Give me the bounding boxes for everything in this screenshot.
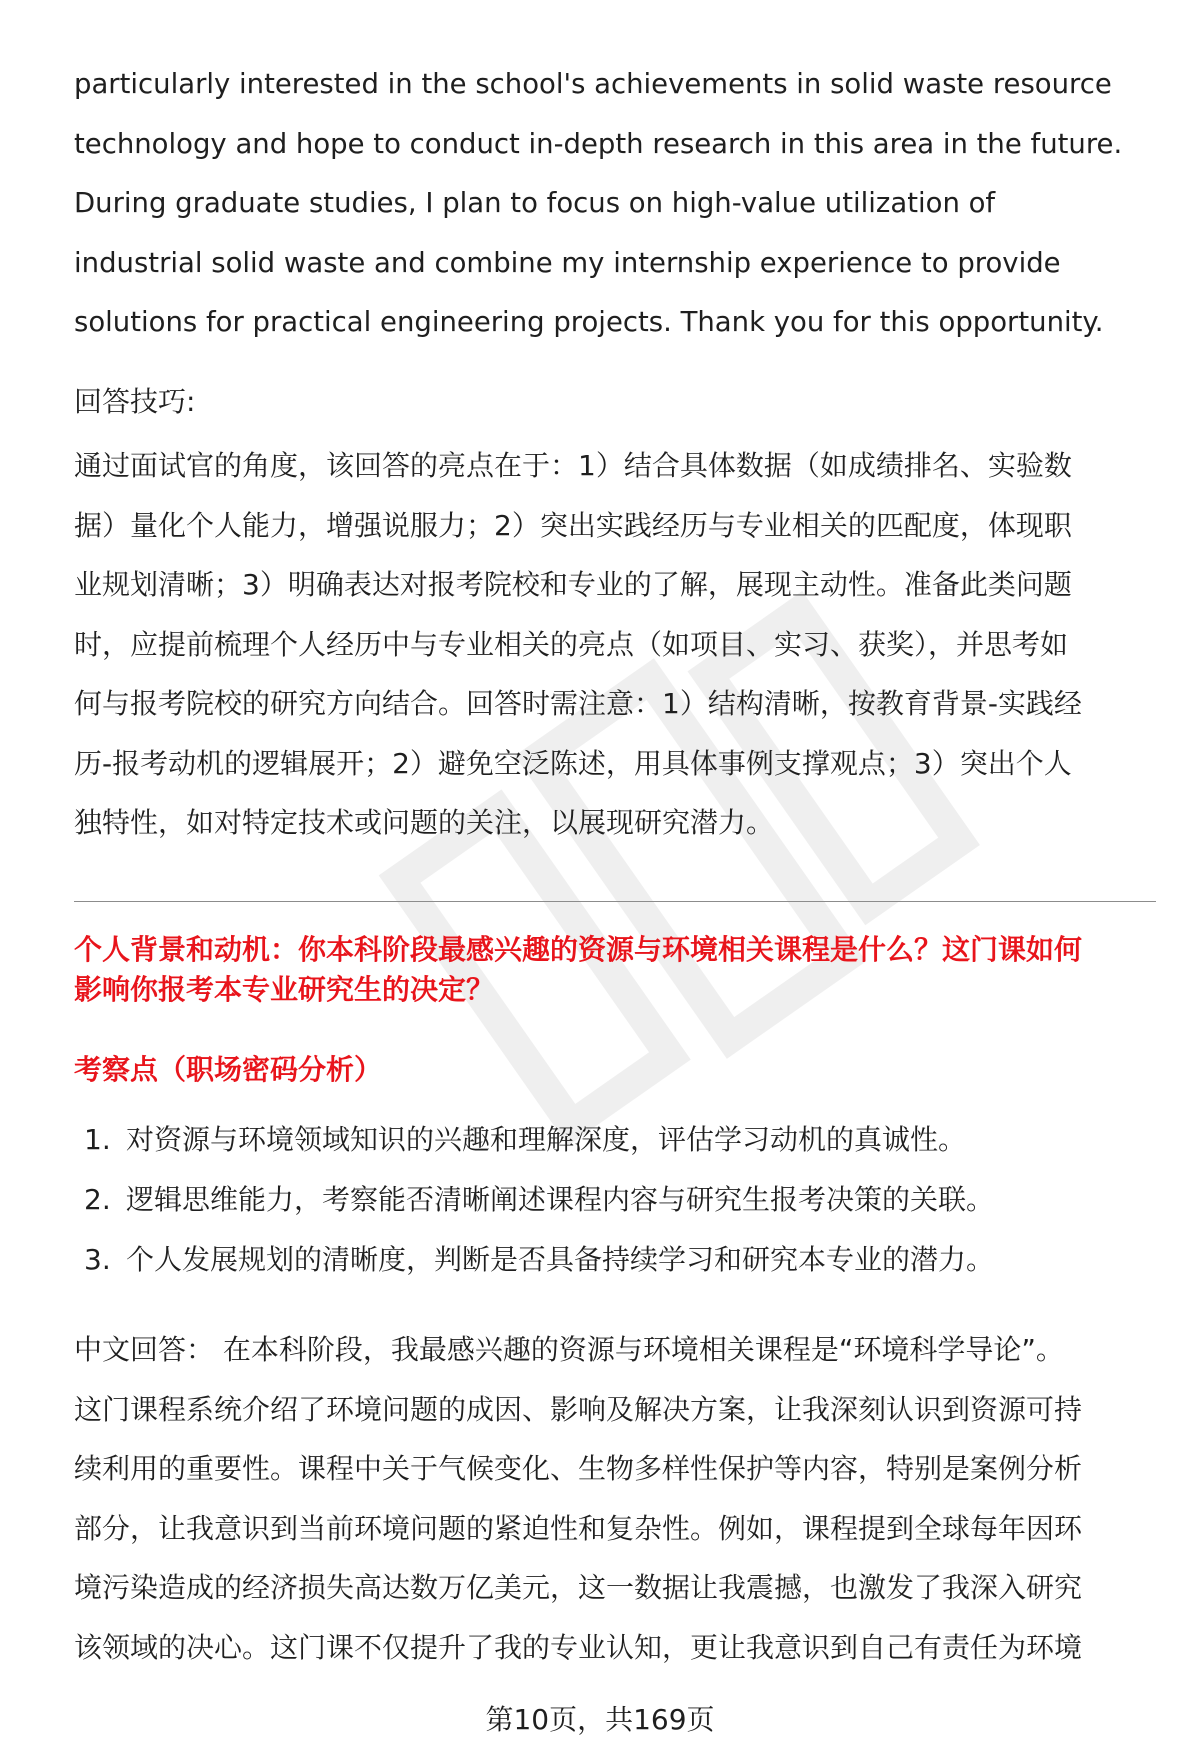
list-item-text: 个人发展规划的清晰度，判断是否具备持续学习和研究本专业的潜力。 <box>126 1243 995 1276</box>
list-item <box>84 1120 1144 1180</box>
text-line: technology and hope to conduct in-depth research in this area in the future. <box>74 127 1123 160</box>
tips-title: 回答技巧: <box>74 385 196 418</box>
section-divider <box>74 901 1156 902</box>
assessment-list <box>84 1120 1144 1300</box>
page-indicator: 第10页，共169页 <box>485 1703 715 1736</box>
text-line: During graduate studies, I plan to focus on high-value utilization of <box>74 187 996 219</box>
list-number: 1. <box>84 1123 111 1156</box>
document-page <box>74 0 1154 1755</box>
text-line: 历-报考动机的逻辑展开；2）避免空泛陈述，用具体事例支撑观点；3）突出个人 <box>74 746 1072 780</box>
assessment-title: 考察点（职场密码分析） <box>74 1053 383 1086</box>
text-line: solutions for practical engineering projects. Thank you for this opportunity. <box>74 306 1104 338</box>
text-line: 何与报考院校的研究方向结合。回答时需注意：1）结构清晰，按教育背景-实践经 <box>74 687 1082 720</box>
text-line: industrial solid waste and combine my internship experience to provide <box>74 246 1061 279</box>
text-line: 中文回答： 在本科阶段，我最感兴趣的资源与环境相关课程是“环境科学导论”。 <box>74 1333 1064 1366</box>
list-number: 3. <box>84 1243 111 1276</box>
text-line: 时，应提前梳理个人经历中与专业相关的亮点（如项目、实习、获奖），并思考如 <box>74 627 1069 661</box>
text-line: 据）量化个人能力，增强说服力；2）突出实践经历与专业相关的匹配度，体现职 <box>74 508 1072 542</box>
text-line: 通过面试官的角度，该回答的亮点在于：1）结合具体数据（如成绩排名、实验数 <box>74 449 1072 482</box>
chinese-answer-paragraph <box>74 1320 1154 1677</box>
text-line: particularly interested in the school's achievements in solid waste resource <box>74 68 1112 100</box>
list-number: 2. <box>84 1183 111 1216</box>
text-line: 部分，让我意识到当前环境问题的紧迫性和复杂性。例如，课程提到全球每年因环 <box>74 1511 1083 1545</box>
question-line: 影响你报考本专业研究生的决定？ <box>74 973 495 1006</box>
list-item <box>84 1240 1144 1300</box>
list-item-text: 对资源与环境领域知识的兴趣和理解深度，评估学习动机的真诚性。 <box>126 1123 967 1156</box>
tips-paragraph <box>74 436 1154 853</box>
text-line: 续利用的重要性。课程中关于气候变化、生物多样性保护等内容，特别是案例分析 <box>74 1452 1083 1485</box>
text-line: 这门课程系统介绍了环境问题的成因、影响及解决方案，让我深刻认识到资源可持 <box>74 1392 1083 1426</box>
question-heading <box>74 930 1159 1010</box>
text-line: 境污染造成的经济损失高达数万亿美元，这一数据让我震撼，也激发了我深入研究 <box>74 1571 1083 1604</box>
english-answer-paragraph <box>74 55 1164 353</box>
question-line: 个人背景和动机：你本科阶段最感兴趣的资源与环境相关课程是什么？这门课如何 <box>74 933 1083 966</box>
text-line: 该领域的决心。这门课不仅提升了我的专业认知，更让我意识到自己有责任为环境 <box>74 1630 1083 1664</box>
list-item <box>84 1180 1144 1240</box>
text-line: 独特性，如对特定技术或问题的关注，以展现研究潜力。 <box>74 806 775 839</box>
text-line: 业规划清晰；3）明确表达对报考院校和专业的了解，展现主动性。准备此类问题 <box>74 568 1072 601</box>
list-item-text: 逻辑思维能力，考察能否清晰阐述课程内容与研究生报考决策的关联。 <box>126 1183 995 1216</box>
